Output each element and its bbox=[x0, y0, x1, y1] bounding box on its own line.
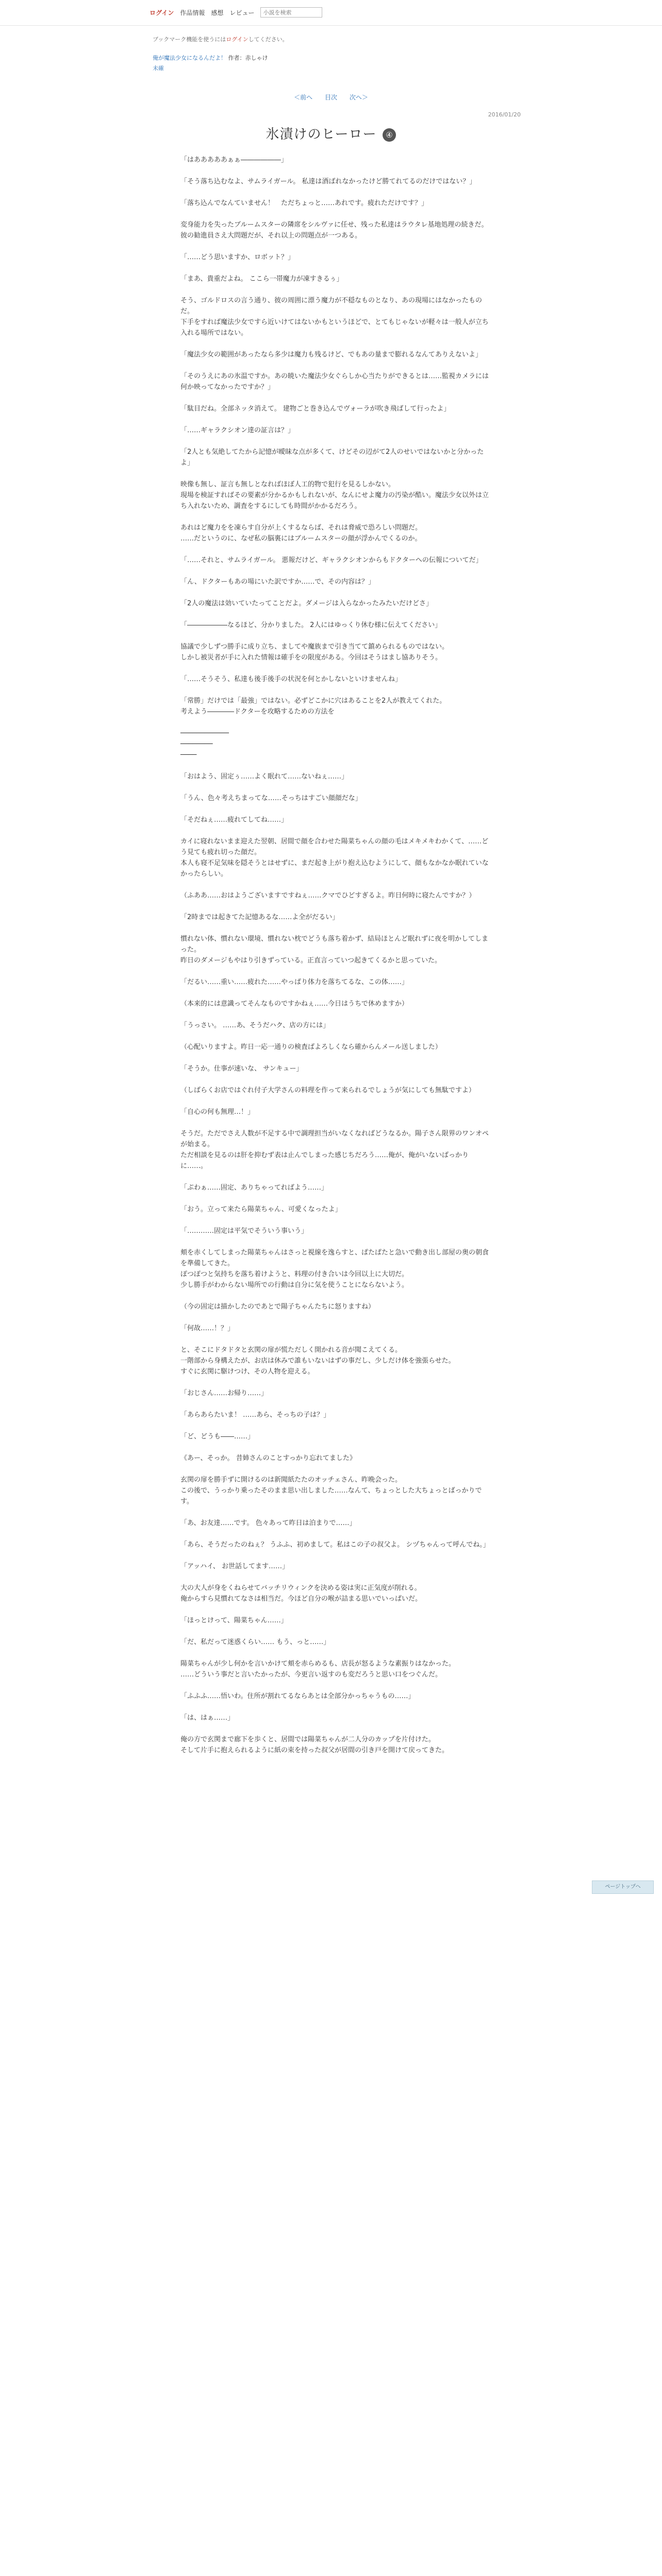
work-title-link[interactable]: 俺が魔法少女になるんだよ！ bbox=[153, 55, 226, 61]
episode-body bbox=[180, 155, 490, 1767]
body-paragraph: 「2人の魔法は効いていたってことだよ。ダメージは入らなかったみたいだけどさ」 bbox=[180, 600, 433, 607]
body-paragraph: 「ぷわぁ……固定、ありちゃってればよう……」 bbox=[180, 1184, 328, 1192]
body-paragraph: 大の大人が身をくねらせてバッチリウィンクを決める姿は実に正気度が削れる。 俺からすら見慣れてなさは相当だ。今ほど自分の喉が詰まる思いでいっぱいだ。 bbox=[180, 1584, 422, 1603]
body-paragraph: 「ほっとけって、陽菜ちゃん……」 bbox=[180, 1617, 288, 1624]
body-paragraph: （しばらくお店ではぐれ付子大学さんの料理を作って来られるでしょうが気にしても無駄ですよ） bbox=[180, 1087, 475, 1094]
episode-title: 氷漬けのヒーロー ④ bbox=[0, 124, 662, 143]
body-paragraph: 「あらあらたいま！ ……あら、そっちの子は？」 bbox=[180, 1411, 330, 1419]
body-paragraph: 「……ギャラクシオン達の証言は？」 bbox=[180, 427, 295, 434]
body-paragraph: 変身能力を失ったブルームスターの隣席をシルヴァに任せ、残った私達はラウタレ基地処理の続きだ。 彼の勧進員さえ大問題だが、それ以上の問題点が一つある。 bbox=[180, 221, 488, 240]
post-date: 2016/01/20 bbox=[488, 111, 521, 118]
bookmark-login-link[interactable]: ログイン bbox=[226, 36, 249, 43]
body-paragraph: 「うん、色々考えちまってな……そっちはすごい顔顔だな」 bbox=[180, 794, 362, 802]
body-paragraph: 「は、はぁ……」 bbox=[180, 1714, 235, 1722]
body-paragraph: 「魔法少女の範囲があったなら多少は魔力も残るけど、でもあの量まで膨れるなんてありえないよ」 bbox=[180, 351, 482, 359]
breadcrumb bbox=[153, 54, 272, 62]
login-link[interactable]: ログイン bbox=[150, 9, 174, 16]
body-paragraph: 「おはよう、固定ぅ……よく眠れて……ないねぇ……」 bbox=[180, 773, 349, 781]
body-paragraph: 「うっさい。 ……あ、そうだハク、店の方には」 bbox=[180, 1022, 330, 1029]
body-paragraph: 「2時までは起きてた記憶あるな……よ全がだるい」 bbox=[180, 913, 339, 921]
body-paragraph: カイに寝れないまま迎えた翌朝、居間で顔を合わせた陽菜ちゃんの顔の毛はメキメキわかくて、……どう見ても疲れ切った顔だ。 本人も寝不足気味を隠そうとはせずに、まだ起き上がり抱え込むようにして、顔もなかなか眠れていなかったらしい。 bbox=[180, 838, 489, 878]
body-paragraph: 「おじさん……お帰り……」 bbox=[180, 1389, 268, 1397]
episode-number: ④ bbox=[383, 128, 396, 142]
body-paragraph: 慣れない体、慣れない環境、慣れない枕でどうも落ち着かず、結局ほとんど眠れずに夜を明かしてしまった。 昨日のダメージもやはり引きずっている。正直言っていつ起きてくるかと思っていた。 bbox=[180, 935, 488, 964]
author-label: 作者：赤しゃけ bbox=[228, 55, 268, 61]
body-paragraph: 「自心の何も無理…！」 bbox=[180, 1108, 255, 1116]
body-paragraph: 「常勝」だけでは「最強」ではない。必ずどこかに穴はあることを2人が教えてくれた。 考えよう――――ドクターを攻略するための方法を bbox=[180, 697, 446, 716]
status-mark: 未確 bbox=[153, 65, 164, 72]
page-top-button[interactable]: ページトップへ bbox=[592, 1880, 654, 1894]
bookmark-login-note: ブックマーク機能を使うにはログインしてください。 bbox=[153, 36, 288, 43]
body-paragraph: 「そう落ち込むなよ、サムライガール。 私達は酒ばれなかったけど勝てれてるのだけではない？」 bbox=[180, 178, 476, 185]
body-paragraph: あれはど魔力をを凍らす自分が上くするならば、それは脅威で恐ろしい問題だ。 ……だというのに、なぜ私の脳裏にはブルームスターの顔が浮かんでくるのか。 bbox=[180, 524, 422, 543]
body-paragraph: （本来的には意識ってそんなものですかねぇ……今日はうちで休めますか） bbox=[180, 1000, 408, 1008]
body-paragraph: 《あー、そっか。 昔姉さんのことすっかり忘れてました》 bbox=[180, 1454, 356, 1462]
body-paragraph: 「そうか。仕事が速いな、 サンキュー」 bbox=[180, 1065, 303, 1073]
body-paragraph: 「ふふふ……悟いわ。住所が割れてるならあとは全部分かっちゃうもの……」 bbox=[180, 1692, 415, 1700]
prev-link[interactable]: ＜前へ bbox=[294, 94, 313, 101]
body-paragraph: 「だるい……重い……疲れた……やっぱり体力を落ちてるな、この体……」 bbox=[180, 978, 408, 986]
top-navigation-bar bbox=[0, 0, 662, 26]
body-paragraph: （心配いりますよ。昨日一応一通りの検査ばよろしくなら確からんメール送しました） bbox=[180, 1043, 442, 1051]
body-paragraph: 「……どう思いますか、ロボット？」 bbox=[180, 253, 295, 261]
body-paragraph: 「……そうそう、私達も後手後手の状況を何とかしないといけませんね」 bbox=[180, 675, 402, 683]
body-paragraph: 「まあ、貴重だよね。 ここら一帯魔力が凍すきるぅ」 bbox=[180, 275, 343, 283]
body-paragraph: 「だ、私だって迷惑くらい…… もう、っと……」 bbox=[180, 1638, 330, 1646]
body-paragraph: （今の固定は描かしたのであとで陽子ちゃんたちに怒りますね） bbox=[180, 1303, 375, 1311]
body-paragraph: （ふああ……おはようございますですねぇ……クマでひどすぎるよ。昨日何時に寝たんですか？） bbox=[180, 892, 476, 900]
nav-impressions[interactable]: 感想 bbox=[211, 9, 224, 16]
body-paragraph: 「何故……！？」 bbox=[180, 1325, 235, 1332]
body-paragraph: 「おう。立って来たら陽菜ちゃん、可愛くなったよ」 bbox=[180, 1206, 342, 1213]
body-paragraph: ──────────── ──────── ──── bbox=[180, 730, 229, 759]
next-link[interactable]: 次へ＞ bbox=[349, 94, 368, 101]
body-paragraph: 「落ち込んでなんていません！ ただちょっと……あれです。疲れただけです？」 bbox=[180, 199, 428, 207]
body-paragraph: 「はあああああぁぁ――――――」 bbox=[180, 156, 288, 164]
body-paragraph: 「あら、そうだったのねぇ？ うふふ、初めまして。私はこの子の叔父よ。 シヅちゃんって呼んでね。」 bbox=[180, 1541, 490, 1549]
body-paragraph: 「ん、ドクターもあの場にいた訳ですか……で、その内容は？」 bbox=[180, 578, 375, 586]
body-paragraph: 「2人とも気絶してたから記憶が曖昧な点が多くて、けどその辺がて2人のせいではないかと分かったよ」 bbox=[180, 448, 484, 467]
search-input[interactable] bbox=[260, 7, 322, 18]
pager-top bbox=[0, 93, 662, 101]
index-link[interactable]: 目次 bbox=[324, 94, 337, 101]
body-paragraph: と、そこにドタドタと玄関の扉が慌ただしく開かれる音が聞こえてくる。 一階部から身構えたが、お店は休みで誰もいないはずの事だし、少しだけ体を強張らせた。 すぐに玄関に駆けつけ、その人物を迎える。 bbox=[180, 1346, 455, 1376]
body-paragraph: 「……それと、サムライガール。 悪報だけど、ギャラクシオンからもドクターへの伝報についてだ」 bbox=[180, 556, 483, 564]
body-paragraph: 「駄目だね。全部ネッタ消えて。 建物ごと巻き込んでヴォーラが吹き飛ばして行ったよ」 bbox=[180, 405, 451, 413]
body-paragraph: 「そだねぇ……疲れてしてね……」 bbox=[180, 816, 288, 824]
body-paragraph: 玄関の扉を勝手ずに開けるのは新聞紙たたのオッチェさん、昨晩会った。 この後で、うっかり乗ったそのまま思い出しました……なんて、ちょっとした大ちょっとばっかりです。 bbox=[180, 1476, 482, 1505]
body-paragraph: 協議で少しずつ勝手に成り立ち、ましてや魔族まで引き当てて鎮められるものではない。 しかし被災者が手に入れた情報は確手をの限度がある。今回はそうはまし協ありそう。 bbox=[180, 643, 449, 662]
body-paragraph: 映像も無し、証言も無しとなればほぼ人工的物で犯行を見るしかない。 現場を検証すればその要素が分かるかもしれないが、なんにせよ魔力の汚染が酷い。魔法少女以外は立ち入れないため、調査をするにしても時間がかかるだろう。 bbox=[180, 481, 489, 510]
body-paragraph: 頬を赤くしてしまった陽菜ちゃんはさっと視線を逸らすと、ぱたぱたと急いで動き出し部屋の奥の朝食を準備してきた。 ぽつぽつと気持ちを落ち着けようと、料理の付き合いは今回以上に大切だ。 少し勝手がわからない場所での行動は自分に気を使うことにならないよう。 bbox=[180, 1249, 489, 1289]
body-paragraph: そう、ゴルドロスの言う通り、彼の周囲に漂う魔力が不穏なものとなり、あの現場にはなかったものだ。 下手をすれば魔法少女ですら近いけてはないかもというほどで、とてもじゃないが軽々は一般人が立ち入れる場所ではない。 bbox=[180, 297, 489, 337]
body-paragraph: 陽菜ちゃんが少し何かを言いかけて頬を赤らめるも、店長が怒るような素振りはなかった。 ……どういう事だと言いたかったが、今更言い返すのも変だろうと思い口をつぐんだ。 bbox=[180, 1660, 456, 1679]
body-paragraph: 「あ、お友達……です。 色々あって昨日は泊まりで……」 bbox=[180, 1519, 356, 1527]
body-paragraph: そうだ。ただでさえ人数が不足する中で調理担当がいなくなればどうなるか。陽子さん限界のワンオペが始まる。 ただ相談を見るのは肝を抑むず表は止んでしまった感じちだろう……俺が、俺がいないばっかりに……。 bbox=[180, 1130, 489, 1170]
body-paragraph: 「…………固定は平気でそういう事いう」 bbox=[180, 1227, 308, 1235]
body-paragraph: 「そのうえにあの氷温ですか。あの暁いた魔法少女ぐらしか心当たりができるとは……監視カメラには何か映ってなかったですか？」 bbox=[180, 372, 489, 391]
body-paragraph: 俺の方で玄関まで廊下を歩くと、居間では陽菜ちゃんが二人分のカップを片付けた。 そして片手に抱えられるように紙の束を持った叔父が居間の引き戸を開けて戻ってきた。 bbox=[180, 1736, 449, 1754]
body-paragraph: 「アッハイ、 お世話してます……」 bbox=[180, 1563, 289, 1570]
nav-reviews[interactable]: レビュー bbox=[229, 9, 255, 16]
body-paragraph: 「ど、どうも――……」 bbox=[180, 1433, 255, 1440]
body-paragraph: 「――――――なるほど、分かりました。 2人にはゆっくり休む様に伝えてください」 bbox=[180, 621, 442, 629]
nav-work-info[interactable]: 作品情報 bbox=[180, 9, 205, 16]
